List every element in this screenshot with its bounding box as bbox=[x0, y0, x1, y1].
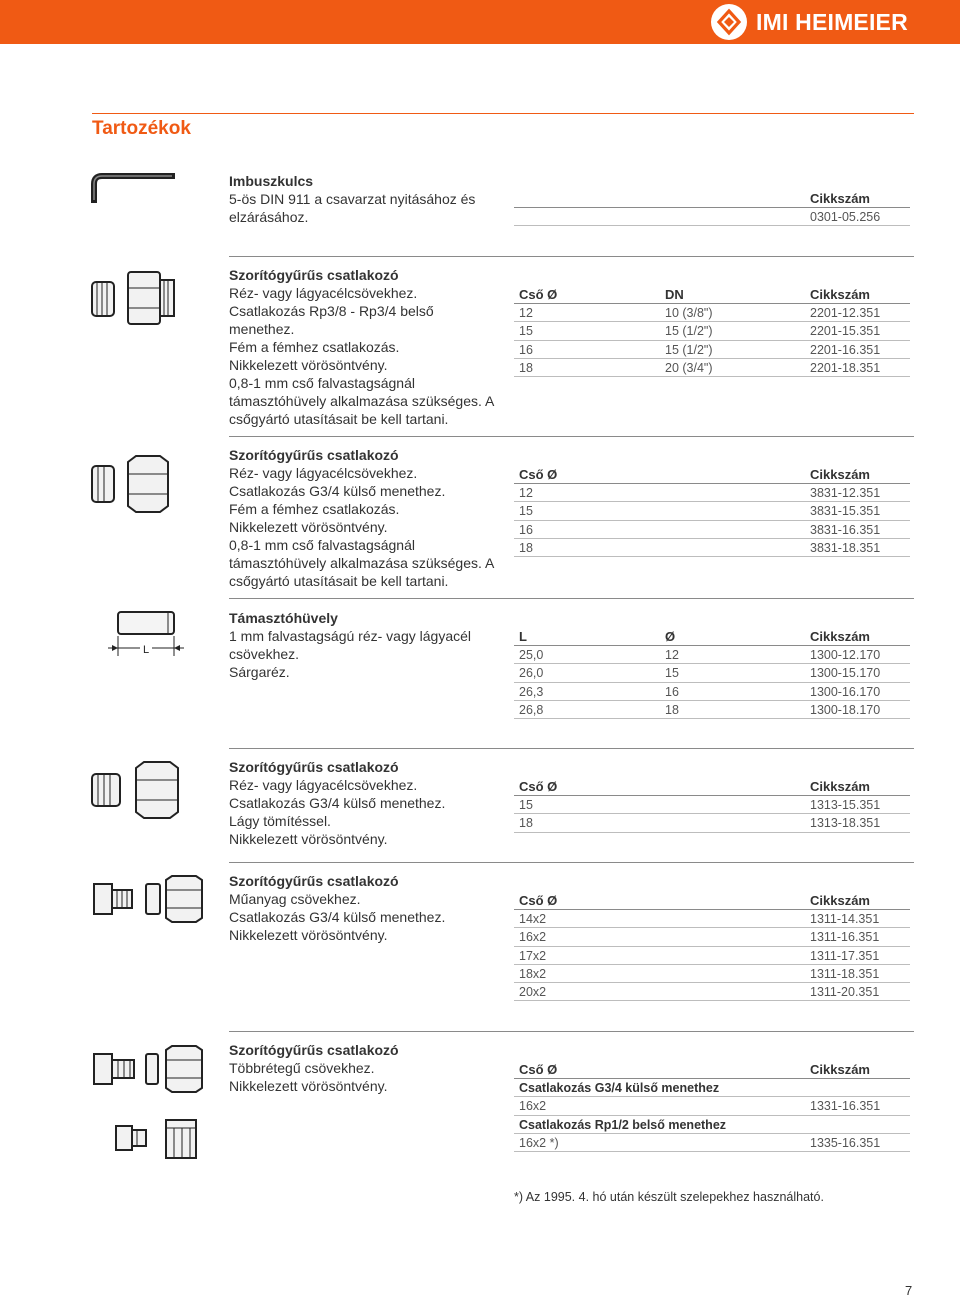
table-cell: 26,0 bbox=[519, 666, 544, 681]
table-header-row bbox=[514, 1059, 910, 1079]
product-description-line: Nikkelezett vörösöntvény. bbox=[229, 927, 388, 943]
section-title: Tartozékok bbox=[92, 118, 191, 139]
column-header: Cső Ø bbox=[519, 1062, 558, 1077]
product-description-line: csőgyártó utasításait be kell tartani. bbox=[229, 411, 449, 427]
column-header: Cikkszám bbox=[810, 287, 870, 302]
product-description-line: Műanyag csövekhez. bbox=[229, 891, 361, 907]
section-divider bbox=[229, 1031, 914, 1032]
table-cell: 2201-18.351 bbox=[810, 360, 881, 375]
table-cell: 1311-20.351 bbox=[810, 985, 880, 1000]
product-description-line: Fém a fémhez csatlakozás. bbox=[229, 501, 400, 517]
table-cell: 15 bbox=[519, 798, 533, 812]
product-description-line: Csatlakozás G3/4 külső menethez. bbox=[229, 483, 446, 499]
table-cell: 1313-18.351 bbox=[810, 816, 881, 831]
product-description-line: Réz- vagy lágyacélcsövekhez. bbox=[229, 285, 418, 301]
product-description-line: Csatlakozás G3/4 külső menethez. bbox=[229, 795, 446, 811]
table-row bbox=[514, 664, 910, 682]
compression-fitting-illustration bbox=[88, 760, 186, 820]
product-title: Szorítógyűrűs csatlakozó bbox=[229, 447, 399, 463]
title-rule bbox=[92, 113, 914, 114]
product-description-line: Nikkelezett vörösöntvény. bbox=[229, 519, 388, 535]
product-description bbox=[229, 266, 499, 428]
table-cell: 1300-18.170 bbox=[810, 702, 881, 717]
column-header: Cső Ø bbox=[519, 467, 558, 482]
table-cell: 16x2 bbox=[519, 1099, 547, 1114]
table-header-row bbox=[514, 626, 910, 646]
table-row bbox=[514, 701, 910, 719]
table-cell: 16 bbox=[519, 342, 533, 357]
compression-fitting-illustration bbox=[88, 268, 180, 328]
table-row bbox=[514, 965, 910, 983]
product-description-line: csövekhez. bbox=[229, 646, 300, 662]
table-cell: 1300-15.170 bbox=[810, 666, 881, 681]
multilayer-pipe-fitting-illustration bbox=[90, 1044, 206, 1162]
table-cell: 3831-12.351 bbox=[810, 486, 881, 500]
table-row bbox=[514, 1097, 910, 1115]
table-cell: 12 bbox=[519, 306, 533, 320]
product-description-line: 1 mm falvastagságú réz- vagy lágyacél bbox=[229, 628, 471, 644]
product-description-line: Csatlakozás G3/4 külső menethez. bbox=[229, 909, 446, 925]
table-cell: 1311-17.351 bbox=[810, 948, 880, 963]
product-description-line: Csatlakozás Rp3/8 - Rp3/4 belső bbox=[229, 303, 434, 319]
table-cell: 1300-12.170 bbox=[810, 648, 881, 662]
support-sleeve-illustration bbox=[106, 604, 186, 658]
column-header: DN bbox=[665, 287, 684, 302]
table-cell: 16 bbox=[665, 684, 679, 699]
table-cell: 3831-15.351 bbox=[810, 504, 881, 519]
table-cell: 3831-16.351 bbox=[810, 522, 881, 537]
product-description-line: támasztóhüvely alkalmazása szükséges. A bbox=[229, 393, 495, 409]
product-description-line: Sárgaréz. bbox=[229, 664, 290, 680]
column-header: Cső Ø bbox=[519, 287, 558, 302]
table-cell: 12 bbox=[665, 648, 679, 662]
article-number-table bbox=[514, 188, 910, 226]
table-header-row bbox=[514, 776, 910, 796]
product-description-line: Többrétegű csövekhez. bbox=[229, 1060, 375, 1076]
table-cell: 1313-15.351 bbox=[810, 798, 881, 812]
table-row bbox=[514, 484, 910, 502]
table-cell: 2201-12.351 bbox=[810, 306, 881, 320]
section-divider bbox=[229, 748, 914, 749]
table-cell: 18 bbox=[519, 540, 533, 555]
section-divider bbox=[229, 436, 914, 437]
table-header-row bbox=[514, 464, 910, 484]
footnote: *) Az 1995. 4. hó után készült szelepekhez használható. bbox=[514, 1190, 824, 1204]
article-number-table bbox=[514, 1059, 910, 1152]
compression-fitting-illustration bbox=[88, 452, 180, 516]
table-cell: 0301-05.256 bbox=[810, 210, 881, 224]
table-row bbox=[514, 646, 910, 664]
table-cell: 15 bbox=[519, 504, 533, 519]
table-row bbox=[514, 814, 910, 832]
product-description-line: Réz- vagy lágyacélcsövekhez. bbox=[229, 777, 418, 793]
table-cell: 1311-18.351 bbox=[810, 966, 880, 981]
table-subheading-row bbox=[514, 1116, 910, 1134]
table-cell: 12 bbox=[519, 486, 533, 500]
product-description bbox=[229, 758, 499, 848]
table-row bbox=[514, 983, 910, 1001]
table-header-row bbox=[514, 890, 910, 910]
brand-name: IMI HEIMEIER bbox=[756, 9, 908, 35]
table-cell: 18x2 bbox=[519, 966, 547, 981]
imi-diamond-logo-icon bbox=[711, 4, 747, 40]
table-cell: 25,0 bbox=[519, 648, 544, 662]
product-description-line: 0,8-1 mm cső falvastagságnál bbox=[229, 375, 415, 391]
product-description bbox=[229, 1041, 499, 1095]
table-row bbox=[514, 928, 910, 946]
product-description-line: 5-ös DIN 911 a csavarzat nyitásához és bbox=[229, 191, 476, 207]
table-cell: 1311-16.351 bbox=[810, 930, 880, 945]
article-number-table bbox=[514, 284, 910, 377]
column-header: Cikkszám bbox=[810, 629, 870, 644]
table-cell: 16 bbox=[519, 522, 533, 537]
table-cell: 17x2 bbox=[519, 948, 547, 963]
column-header: Cső Ø bbox=[519, 779, 558, 794]
table-cell: 1300-16.170 bbox=[810, 684, 881, 699]
product-description-line: Réz- vagy lágyacélcsövekhez. bbox=[229, 465, 418, 481]
table-row bbox=[514, 359, 910, 377]
table-cell: 26,3 bbox=[519, 684, 544, 699]
table-row bbox=[514, 1134, 910, 1152]
column-header: Cikkszám bbox=[810, 893, 870, 908]
table-cell: 18 bbox=[519, 816, 533, 831]
column-header: Cikkszám bbox=[810, 779, 870, 794]
table-cell: 14x2 bbox=[519, 912, 547, 926]
product-description bbox=[229, 172, 499, 226]
product-description-line: Nikkelezett vörösöntvény. bbox=[229, 357, 388, 373]
table-cell: 16x2 *) bbox=[519, 1135, 559, 1150]
column-header: Cső Ø bbox=[519, 893, 558, 908]
plastic-pipe-fitting-illustration bbox=[90, 874, 206, 924]
table-subheading: Csatlakozás Rp1/2 belső menethez bbox=[519, 1117, 727, 1132]
table-row bbox=[514, 322, 910, 340]
product-description-line: Lágy tömítéssel. bbox=[229, 813, 331, 829]
table-cell: 15 (1/2") bbox=[665, 324, 713, 339]
section-divider bbox=[229, 862, 914, 863]
product-description bbox=[229, 872, 499, 944]
column-header: L bbox=[519, 629, 527, 644]
table-cell: 15 (1/2") bbox=[665, 342, 713, 357]
table-header-row bbox=[514, 284, 910, 304]
table-cell: 1331-16.351 bbox=[810, 1099, 881, 1114]
article-number-table bbox=[514, 626, 910, 719]
table-cell: 1311-14.351 bbox=[810, 912, 880, 926]
table-cell: 18 bbox=[665, 702, 679, 717]
product-description bbox=[229, 609, 499, 681]
product-description bbox=[229, 446, 499, 590]
table-cell: 20 (3/4") bbox=[665, 360, 713, 375]
table-subheading: Csatlakozás G3/4 külső menethez bbox=[519, 1081, 720, 1095]
table-row bbox=[514, 208, 910, 226]
product-title: Támasztóhüvely bbox=[229, 610, 338, 626]
product-description-line: Nikkelezett vörösöntvény. bbox=[229, 1078, 388, 1094]
table-cell: 1335-16.351 bbox=[810, 1135, 881, 1150]
column-header: Cikkszám bbox=[810, 1062, 870, 1077]
table-cell: 18 bbox=[519, 360, 533, 375]
table-cell: 10 (3/8") bbox=[665, 306, 713, 320]
table-row bbox=[514, 341, 910, 359]
product-description-line: menethez. bbox=[229, 321, 295, 337]
table-cell: 2201-16.351 bbox=[810, 342, 881, 357]
table-row bbox=[514, 796, 910, 814]
section-divider bbox=[229, 598, 914, 599]
table-cell: 16x2 bbox=[519, 930, 547, 945]
table-row bbox=[514, 502, 910, 520]
column-header: Cikkszám bbox=[810, 467, 870, 482]
article-number-table bbox=[514, 776, 910, 833]
product-description-line: csőgyártó utasításait be kell tartani. bbox=[229, 573, 449, 589]
length-label: L bbox=[142, 644, 150, 656]
product-title: Szorítógyűrűs csatlakozó bbox=[229, 1042, 399, 1058]
product-description-line: elzárásához. bbox=[229, 209, 309, 225]
product-description-line: támasztóhüvely alkalmazása szükséges. A bbox=[229, 555, 495, 571]
product-description-line: Fém a fémhez csatlakozás. bbox=[229, 339, 400, 355]
product-description-line: 0,8-1 mm cső falvastagságnál bbox=[229, 537, 415, 553]
table-cell: 2201-15.351 bbox=[810, 324, 881, 339]
article-number-table bbox=[514, 464, 910, 557]
table-cell: 15 bbox=[519, 324, 533, 339]
page-number: 7 bbox=[905, 1283, 913, 1298]
brand-header bbox=[0, 0, 960, 44]
table-cell: 26,8 bbox=[519, 702, 544, 717]
product-title: Szorítógyűrűs csatlakozó bbox=[229, 267, 399, 283]
article-number-table bbox=[514, 890, 910, 1001]
product-title: Szorítógyűrűs csatlakozó bbox=[229, 759, 399, 775]
product-title: Szorítógyűrűs csatlakozó bbox=[229, 873, 399, 889]
table-header-row bbox=[514, 188, 910, 208]
table-subheading-row bbox=[514, 1079, 910, 1097]
table-row bbox=[514, 683, 910, 701]
table-cell: 3831-18.351 bbox=[810, 540, 881, 555]
table-row bbox=[514, 304, 910, 322]
table-row bbox=[514, 521, 910, 539]
column-header: Cikkszám bbox=[810, 191, 870, 206]
product-title: Imbuszkulcs bbox=[229, 173, 314, 189]
product-description-line: Nikkelezett vörösöntvény. bbox=[229, 831, 388, 847]
table-row bbox=[514, 910, 910, 928]
column-header: Ø bbox=[665, 629, 676, 644]
table-row bbox=[514, 947, 910, 965]
section-divider bbox=[229, 256, 914, 257]
table-cell: 20x2 bbox=[519, 985, 547, 1000]
hex-key-illustration bbox=[90, 170, 176, 204]
table-row bbox=[514, 539, 910, 557]
table-cell: 15 bbox=[665, 666, 679, 681]
